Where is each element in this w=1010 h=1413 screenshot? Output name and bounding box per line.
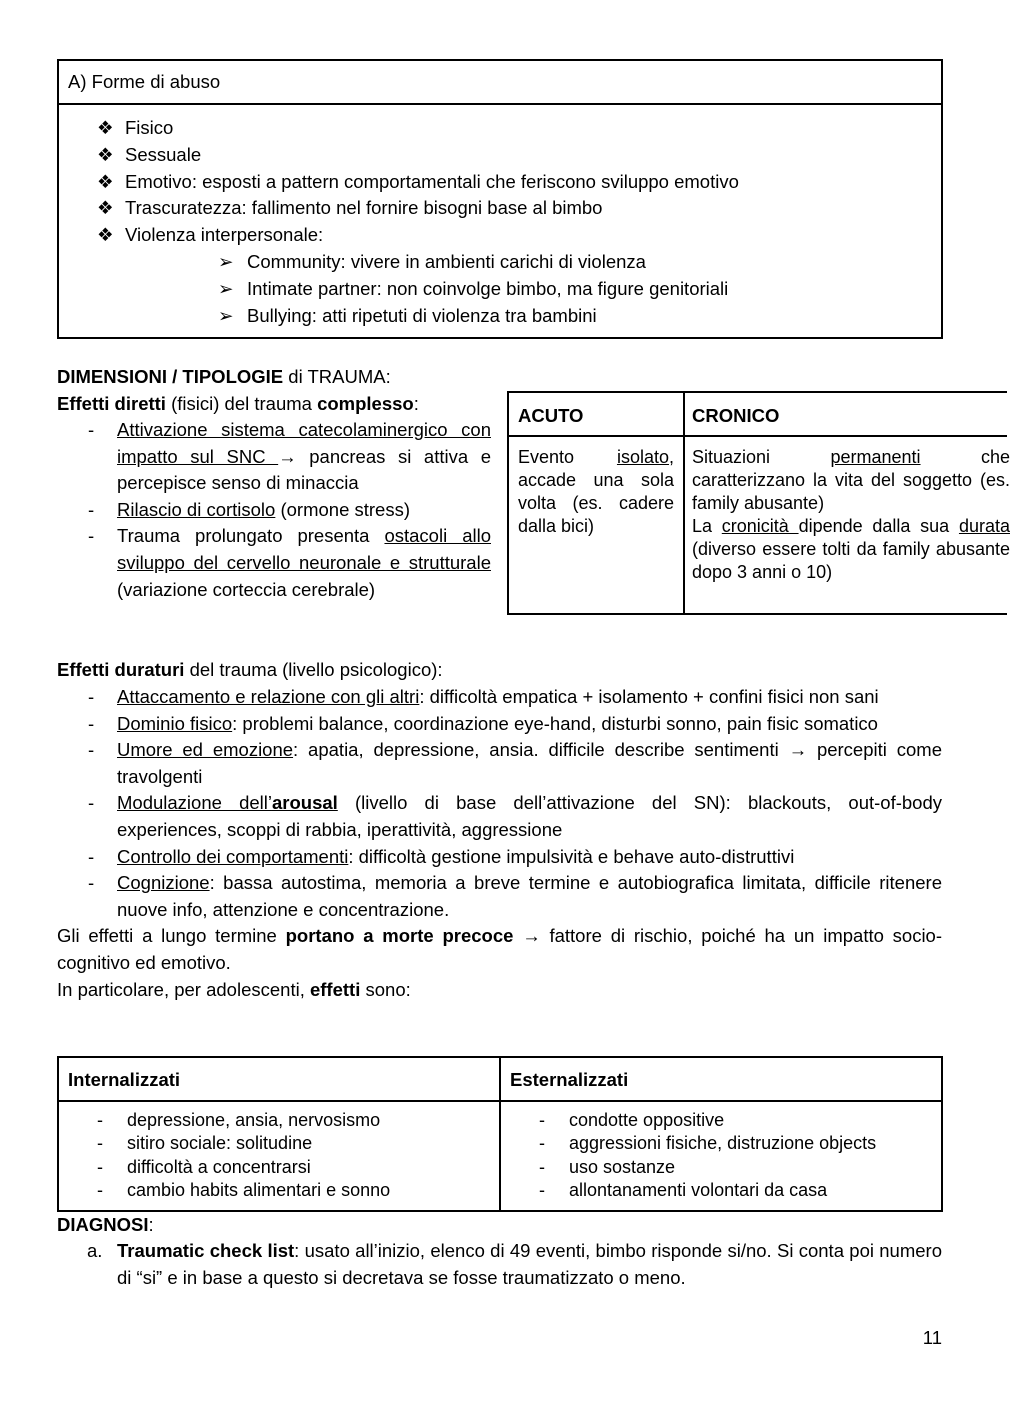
abuse-forms-box (57, 59, 943, 339)
lasting-effects-heading: Effetti duraturi del trauma (livello psicologico): (57, 659, 443, 680)
arrow-bullet-icon: ➢ (218, 277, 234, 299)
list-item: - condotte oppositive (539, 1110, 725, 1130)
abuse-subitem: ➢ Intimate partner: non coinvolge bimbo, ma figure genitoriali (59, 276, 941, 303)
list-item: - Cognizione: bassa autostima, memoria a breve termine e autobiografica limitata, difficile ritenere nuove info, attenzione e concentrazione. (88, 872, 942, 920)
list-item: - Dominio fisico: problemi balance, coordinazione eye-hand, disturbi sonno, pain fisic somatico (88, 712, 878, 734)
diamond-bullet-icon: ❖ (97, 170, 114, 192)
internalized-list (59, 1109, 497, 1202)
table-divider (509, 435, 1007, 437)
table-divider (59, 1100, 941, 1102)
diamond-bullet-icon: ❖ (97, 197, 114, 219)
abuse-item: ❖ Fisico (59, 115, 941, 142)
list-item: - aggressioni fisiche, distruzione objects (539, 1133, 877, 1154)
chronic-cell: Situazioni permanenti che caratterizzano la vita del soggetto (es. family abusante) La cronicità dipende dalla sua durata (diverso essere tolti da family abusante dopo 3 anni o 10) (692, 447, 1010, 582)
table-divider (683, 393, 685, 613)
effects-table (57, 1056, 943, 1212)
list-item: - depressione, ansia, nervosismo (97, 1110, 381, 1130)
externalized-list (501, 1109, 941, 1202)
arrow-bullet-icon: ➢ (218, 304, 234, 326)
list-item: - Controllo dei comportamenti: difficoltà gestione impulsività e behave auto-distruttivi (88, 845, 795, 867)
direct-effects-list (57, 417, 491, 603)
list-item: - Rilascio di cortisolo (ormone stress) (88, 498, 411, 520)
abuse-subitem: ➢ Community: vivere in ambienti carichi di violenza (59, 249, 941, 276)
internalized-header: Internalizzati (68, 1069, 181, 1090)
diagnosis-heading: DIAGNOSI: (57, 1214, 154, 1235)
chronic-header: CRONICO (692, 405, 780, 426)
dimensions-heading: DIMENSIONI / TIPOLOGIE di TRAUMA: (57, 366, 391, 387)
list-item: - cambio habits alimentari e sonno (97, 1179, 391, 1200)
abuse-item: ❖ Emotivo: esposti a pattern comportamentali che feriscono sviluppo emotivo (59, 169, 941, 196)
acute-cell: Evento isolato, accade una sola volta (es. cadere dalla bici) (518, 447, 674, 536)
arrow-bullet-icon: ➢ (218, 250, 234, 272)
acute-header: ACUTO (518, 405, 584, 426)
page-number: 11 (922, 1327, 942, 1348)
list-item: - uso sostanze (539, 1156, 676, 1177)
abuse-item: ❖ Violenza interpersonale: (59, 222, 941, 249)
diamond-bullet-icon: ❖ (97, 143, 114, 165)
adolescents-paragraph: In particolare, per adolescenti, effetti sono: (57, 978, 411, 1000)
list-item: - Umore ed emozione: apatia, depressione, ansia. difficile describe sentimenti → percepiti come travolgenti (88, 739, 942, 787)
list-item: - Modulazione dell’arousal (livello di base dell’attivazione del SN): blackouts, out-of-body experiences, scoppi di rabbia, iperattività, aggressione (88, 792, 943, 840)
diamond-bullet-icon: ❖ (97, 224, 114, 246)
diagnosis-item: a. Traumatic check list: usato all’inizio, elenco di 49 eventi, bimbo risponde si/no. Si conta poi numero di “si” e in base a questo si decretava se fosse traumatizzato o meno. (87, 1240, 942, 1288)
lasting-effects-list (57, 684, 942, 1003)
abuse-subitem: ➢ Bullying: atti ripetuti di violenza tra bambini (59, 303, 941, 330)
abuse-forms-header: A) Forme di abuso (59, 61, 941, 105)
abuse-forms-list (59, 105, 941, 329)
list-item: - difficoltà a concentrarsi (97, 1156, 311, 1177)
abuse-item: ❖ Sessuale (59, 142, 941, 169)
abuse-item: ❖ Trascuratezza: fallimento nel fornire bisogni base al bimbo (59, 195, 941, 222)
long-term-paragraph: Gli effetti a lungo termine portano a morte precoce → fattore di rischio, poiché ha un impatto socio-cognitivo ed emotivo. (57, 925, 943, 973)
list-item: - Attaccamento e relazione con gli altri: difficoltà empatica + isolamento + confini fisici non sani (88, 686, 879, 707)
externalized-header: Esternalizzati (510, 1069, 629, 1090)
acute-chronic-table (507, 391, 1010, 615)
diamond-bullet-icon: ❖ (97, 117, 114, 138)
list-item: - Attivazione sistema catecolaminergico con impatto sul SNC → pancreas si attiva e percepisce senso di minaccia (88, 419, 491, 494)
list-item: - Trauma prolungato presenta ostacoli allo sviluppo del cervello neuronale e strutturale (variazione corteccia cerebrale) (88, 525, 491, 600)
list-item: - allontanamenti volontari da casa (539, 1179, 828, 1200)
direct-effects-heading: Effetti diretti (fisici) del trauma complesso: (57, 393, 419, 414)
list-item: - sitiro sociale: solitudine (97, 1133, 313, 1154)
